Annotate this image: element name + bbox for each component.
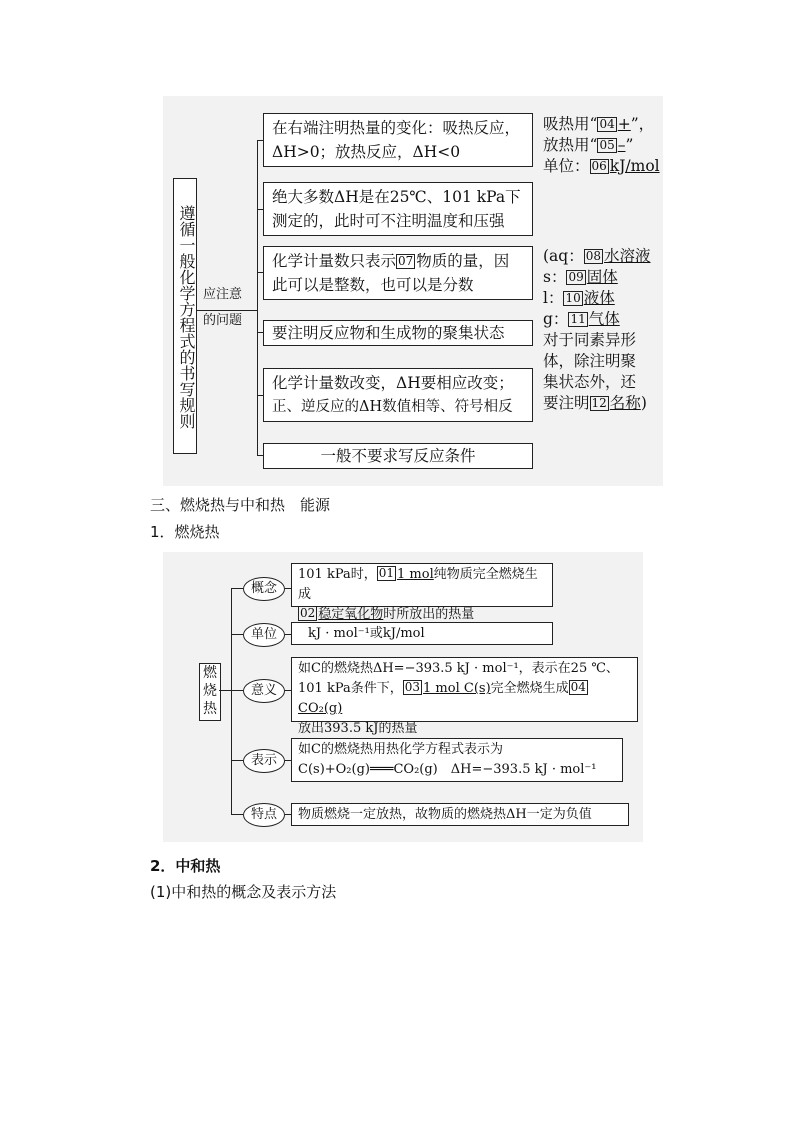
answer-blank (403, 681, 491, 696)
rule-box-2 (263, 182, 533, 236)
combustion-root-box (199, 663, 221, 721)
answer-text: 固体 (586, 268, 618, 286)
answer-text: CO₂(g) (298, 701, 343, 716)
text: 完全燃烧生成 (490, 681, 569, 696)
answer-text: 水溶液 (604, 247, 651, 265)
answer-blank (590, 394, 641, 412)
answer-text: + (617, 115, 631, 133)
root-connector (197, 310, 257, 311)
text: l： (543, 289, 564, 307)
answer-text: 液体 (583, 289, 615, 307)
answer-text: 1 mol C(s) (423, 681, 491, 696)
answer-blank (377, 567, 434, 582)
answer-text: 1 mol (397, 567, 434, 582)
rule-2-line1: 绝大多数ΔH是在25℃、101 kPa下 (272, 188, 521, 206)
blank-number: 12 (591, 396, 607, 410)
rule-box-3 (263, 246, 533, 300)
allotrope-note-line3: 集状态外，还 (543, 373, 637, 391)
tag-expression: 表示 (243, 749, 285, 773)
text: (aq： (543, 247, 584, 265)
branch-label-2 (203, 313, 242, 329)
text: 时所放出的热量 (383, 607, 475, 622)
text: 放热用“ (543, 136, 598, 154)
side-note-heat-line1 (543, 114, 660, 135)
rules-root-label: 遵循一般化学方程式的书写规则 (177, 205, 196, 429)
combustion-bracket (231, 588, 232, 814)
branch-label-line2: 的问题 (203, 313, 243, 328)
branch-label (203, 287, 242, 303)
meaning-box (291, 657, 638, 736)
combustion-root-label: 燃烧热 (203, 665, 217, 717)
answer-text: 名称 (609, 394, 641, 412)
state-l (543, 288, 651, 309)
rule-5-line2: 正、逆反应的ΔH数值相等、符号相反 (272, 399, 513, 415)
connector-feature (231, 814, 243, 815)
side-note-states (543, 246, 651, 414)
answer-blank (298, 607, 383, 622)
blank-number: 10 (565, 291, 581, 305)
rule-6-line1: 一般不要求写反应条件 (320, 447, 476, 465)
text: ) (640, 394, 647, 412)
tag-concept: 概念 (243, 577, 285, 601)
rule-3-text-b: 物质的量，因 (416, 252, 510, 270)
rule-box-5 (263, 368, 533, 422)
branch-label-line1: 应注意 (203, 287, 243, 302)
text: 要注明 (543, 394, 590, 412)
side-note-heat (543, 114, 660, 177)
subsection-combustion-heat: 1．燃烧热 (150, 523, 220, 541)
answer-text: – (617, 136, 626, 154)
combustion-root-connector (219, 690, 231, 691)
state-s (543, 267, 651, 288)
answer-blank (590, 157, 660, 175)
rule-box-6 (263, 443, 533, 469)
feature-text: 物质燃烧一定放热，故物质的燃烧热ΔH一定为负值 (298, 807, 592, 822)
meaning-line3: 放出393.5 kJ的热量 (298, 721, 418, 736)
feature-box (291, 803, 629, 826)
text: g： (543, 310, 569, 328)
expression-line1: 如C的燃烧热用热化学方程式表示为 (298, 742, 503, 757)
rule-box-1 (263, 113, 533, 167)
meaning-line1: 如C的燃烧热ΔH=−393.5 kJ · mol⁻¹，表示在25 ℃、 (298, 661, 619, 676)
answer-blank (597, 115, 630, 133)
connector-unit (231, 634, 243, 635)
answer-blank (597, 136, 625, 154)
allotrope-note-line2: 体，除注明聚 (543, 352, 637, 370)
text: s： (543, 268, 567, 286)
rule-1-line1: 在右端注明热量的变化：吸热反应， (272, 119, 521, 137)
rule-1-line2: ΔH>0；放热反应，ΔH<0 (272, 143, 461, 161)
text: 单位： (543, 157, 590, 175)
connector-expression (231, 760, 243, 761)
concept-line1 (298, 565, 546, 605)
rule-4-line1: 要注明反应物和生成物的聚集状态 (272, 324, 505, 342)
rule-3-text-a: 化学计量数只表示 (272, 252, 397, 270)
blank-number: 04 (599, 117, 615, 131)
state-g (543, 309, 651, 330)
tag-feature: 特点 (243, 803, 285, 827)
connector-concept (231, 588, 243, 589)
unit-box (291, 622, 553, 645)
blank-number: 06 (591, 159, 607, 173)
rule-5-line1: 化学计量数改变，ΔH要相应改变； (272, 374, 514, 392)
answer-blank (566, 268, 617, 286)
section-title: 三、燃烧热与中和热 能源 (150, 496, 331, 514)
blank-number: 01 (378, 566, 395, 580)
rule-3-line1 (272, 249, 524, 273)
rules-root-box (173, 178, 197, 454)
answer-text: 稳定氧化物 (318, 607, 384, 622)
concept-box (291, 563, 553, 622)
blank-number: 05 (599, 138, 615, 152)
state-aq (543, 246, 651, 267)
blank-number: 08 (585, 249, 601, 263)
meaning-line2 (298, 679, 631, 719)
blank-number: 02 (300, 606, 316, 620)
allotrope-note-line4 (543, 393, 651, 414)
bracket-vertical (257, 140, 258, 456)
tag-unit: 单位 (243, 623, 285, 647)
expression-box (291, 738, 623, 782)
blank-number: 07 (398, 254, 414, 268)
answer-text: kJ/mol (609, 157, 660, 175)
answer-blank (563, 289, 614, 307)
blank-number: 04 (570, 680, 586, 694)
side-note-heat-line2 (543, 135, 660, 156)
blank-number: 11 (570, 312, 586, 326)
subsection-neutralization-concept: (1)中和热的概念及表示方法 (150, 883, 337, 901)
connector-meaning (231, 690, 243, 691)
text: ” (625, 136, 634, 154)
blank-number: 03 (404, 680, 421, 694)
thermochemical-equation: C(s)+O₂(g)═══CO₂(g) ΔH=−393.5 kJ · mol⁻¹ (298, 762, 597, 777)
rule-2-line2: 测定的，此时可不注明温度和压强 (272, 212, 505, 230)
side-note-heat-line3 (543, 156, 660, 177)
rule-box-4 (263, 320, 533, 346)
unit-text: kJ · mol⁻¹或kJ/mol (308, 626, 425, 641)
allotrope-note-line1: 对于同素异形 (543, 331, 637, 349)
text: 101 kPa条件下， (298, 681, 403, 696)
text: ”， (630, 115, 655, 133)
answer-blank (584, 247, 651, 265)
text: 吸热用“ (543, 115, 598, 133)
rule-3-line2: 此可以是整数，也可以是分数 (272, 276, 474, 294)
text: 纯物质完全燃烧生成 (298, 567, 538, 602)
subsection-neutralization-heat: 2．中和热 (150, 857, 221, 875)
tag-meaning: 意义 (243, 679, 285, 703)
blank-number: 09 (568, 270, 584, 284)
answer-blank (568, 310, 619, 328)
text: 101 kPa时， (298, 567, 377, 582)
answer-text: 气体 (588, 310, 620, 328)
